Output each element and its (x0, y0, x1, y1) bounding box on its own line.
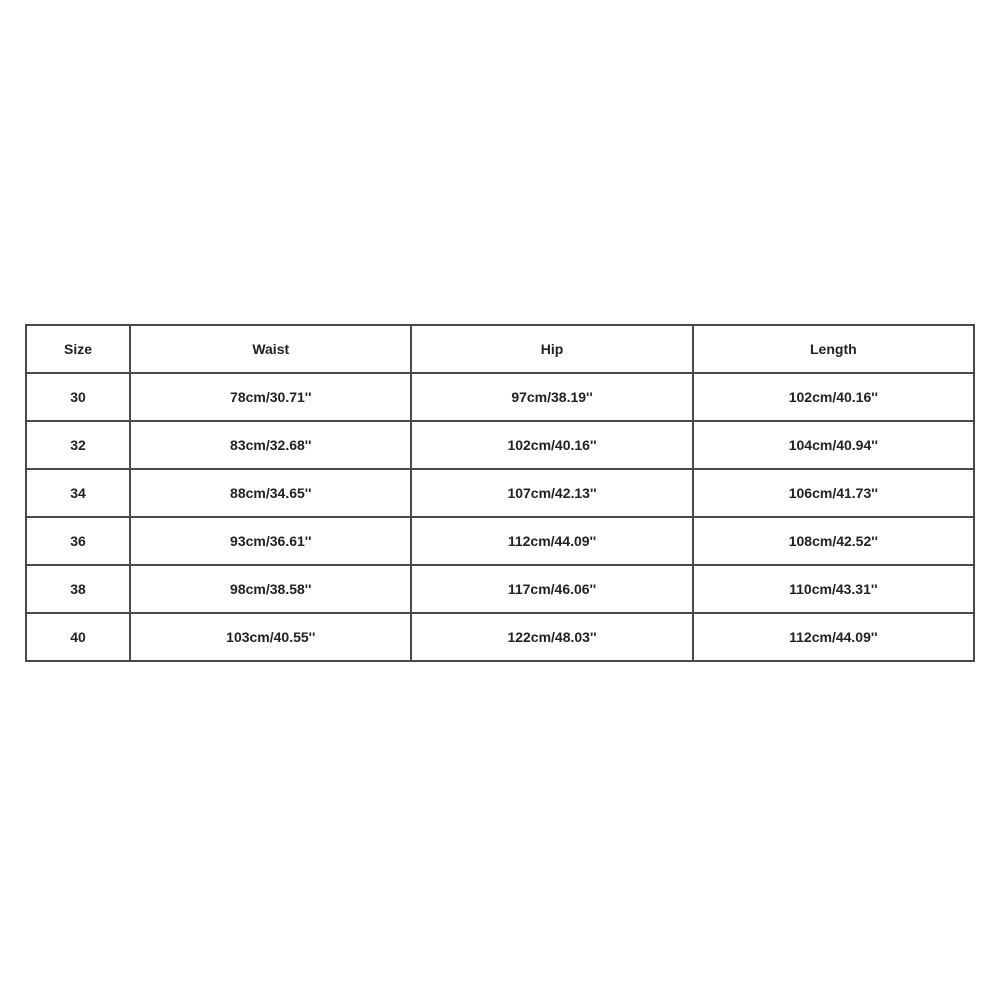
cell-hip: 112cm/44.09'' (411, 517, 692, 565)
cell-size: 34 (26, 469, 130, 517)
header-size: Size (26, 325, 130, 373)
cell-waist: 93cm/36.61'' (130, 517, 411, 565)
header-hip: Hip (411, 325, 692, 373)
cell-size: 40 (26, 613, 130, 661)
table-row (26, 565, 974, 613)
cell-size: 38 (26, 565, 130, 613)
header-length: Length (693, 325, 974, 373)
cell-length: 102cm/40.16'' (693, 373, 974, 421)
cell-waist: 88cm/34.65'' (130, 469, 411, 517)
size-chart-table (25, 324, 975, 662)
cell-length: 110cm/43.31'' (693, 565, 974, 613)
cell-length: 104cm/40.94'' (693, 421, 974, 469)
cell-size: 32 (26, 421, 130, 469)
cell-hip: 107cm/42.13'' (411, 469, 692, 517)
cell-waist: 83cm/32.68'' (130, 421, 411, 469)
cell-size: 30 (26, 373, 130, 421)
cell-hip: 102cm/40.16'' (411, 421, 692, 469)
table-row (26, 421, 974, 469)
table-row (26, 517, 974, 565)
header-waist: Waist (130, 325, 411, 373)
table-row (26, 373, 974, 421)
table-row (26, 469, 974, 517)
table-header-row (26, 325, 974, 373)
cell-length: 108cm/42.52'' (693, 517, 974, 565)
cell-waist: 103cm/40.55'' (130, 613, 411, 661)
cell-waist: 98cm/38.58'' (130, 565, 411, 613)
cell-waist: 78cm/30.71'' (130, 373, 411, 421)
cell-length: 112cm/44.09'' (693, 613, 974, 661)
cell-length: 106cm/41.73'' (693, 469, 974, 517)
cell-size: 36 (26, 517, 130, 565)
cell-hip: 122cm/48.03'' (411, 613, 692, 661)
cell-hip: 97cm/38.19'' (411, 373, 692, 421)
table-row (26, 613, 974, 661)
cell-hip: 117cm/46.06'' (411, 565, 692, 613)
